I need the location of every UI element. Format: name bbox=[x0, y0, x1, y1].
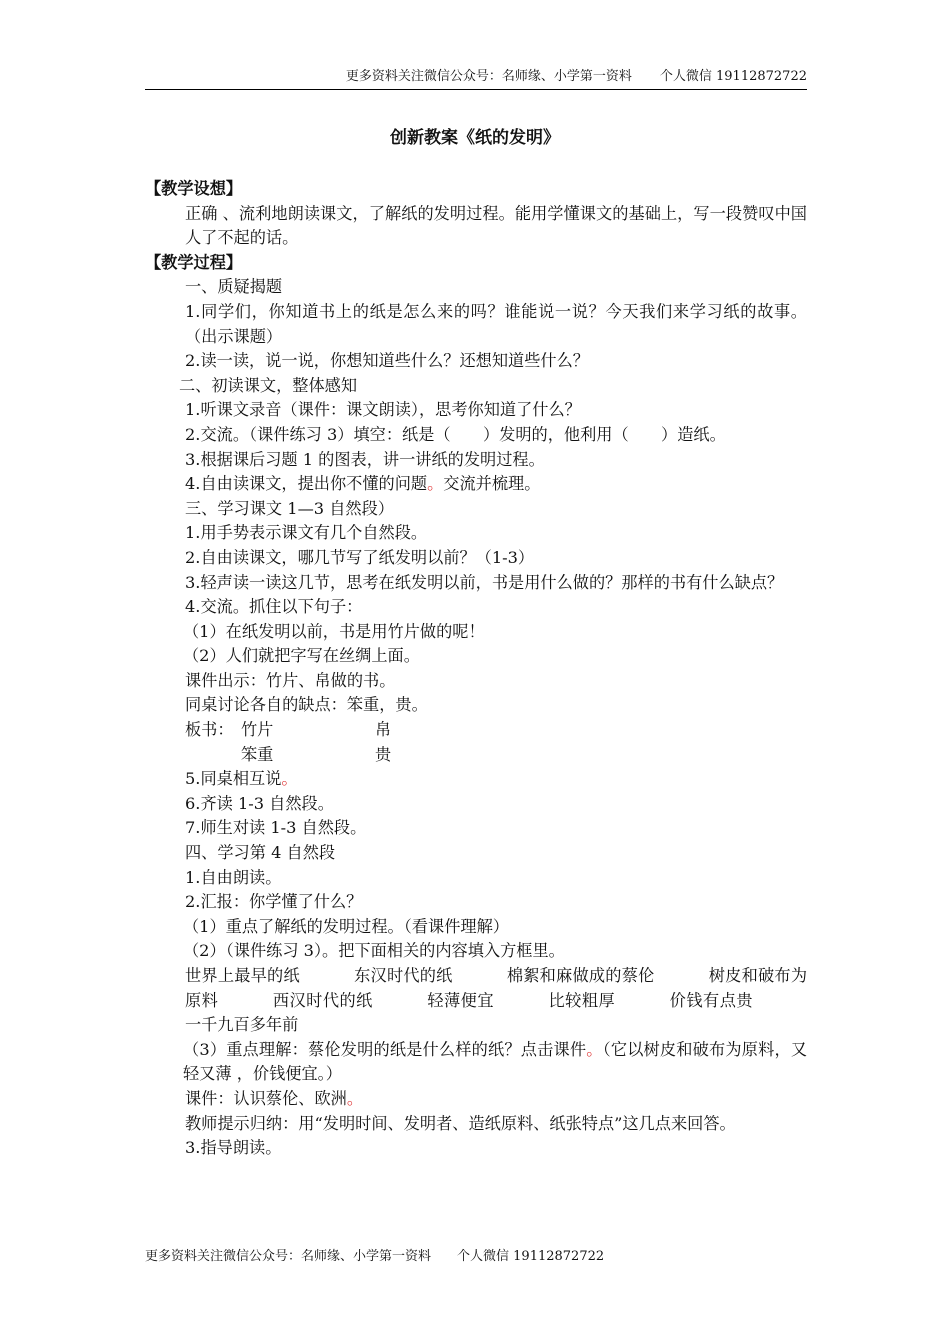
design-heading: 【教学设想】 bbox=[145, 179, 243, 198]
board-bamboo: 竹片 bbox=[241, 720, 274, 740]
section-3-courseware: 课件出示：竹片、帛做的书。 bbox=[185, 670, 396, 690]
board-row-1 bbox=[145, 718, 807, 743]
section-3-item-5 bbox=[145, 767, 807, 792]
section-2-item-4 bbox=[145, 472, 807, 497]
section-4-summary: 教师提示归纳：用“发明时间、发明者、造纸原料、纸张特点”这几点来回答。 bbox=[185, 1113, 736, 1133]
section-4-item-2: 2.汇报：你学懂了什么？ bbox=[185, 892, 363, 912]
page-footer bbox=[145, 1247, 604, 1267]
section-3-item-3: 3.轻声读一读这几节，思考在纸发明以前，书是用什么做的？那样的书有什么缺点？ bbox=[185, 572, 784, 592]
section-4-courseware bbox=[145, 1087, 807, 1112]
red-mark: 。 bbox=[427, 474, 444, 494]
section-1-heading: 一、质疑揭题 bbox=[185, 277, 283, 297]
word-item: 比较粗厚 bbox=[548, 990, 616, 1010]
board-silk: 帛 bbox=[375, 720, 392, 740]
section-2-item-1: 1.听课文录音（课件：课文朗读），思考你知道了什么？ bbox=[185, 400, 581, 420]
section-4-heading: 四、学习第 4 自然段 bbox=[185, 843, 336, 863]
section-4-point-3-text: （3）重点理解：蔡伦发明的纸是什么样的纸？点击课件 bbox=[183, 1039, 587, 1059]
red-mark: 。 bbox=[346, 1088, 364, 1108]
section-4-point-1: （1）重点了解纸的发明过程。（看课件理解） bbox=[183, 916, 509, 936]
section-4-point-2: （2）（课件练习 3）。把下面相关的内容填入方框里。 bbox=[183, 941, 565, 961]
section-2-item-4-text: 4.自由读课文，提出你不懂的问题 bbox=[185, 474, 428, 494]
board-heavy: 笨重 bbox=[241, 744, 274, 764]
word-item: 一千九百多年前 bbox=[185, 1015, 299, 1035]
section-3-heading: 三、学习课文 1—3 自然段） bbox=[185, 498, 394, 518]
section-4-point-3-answer: （它以树皮和破布为原料，又轻又薄 ，价钱便宜。） bbox=[183, 1039, 808, 1084]
footer-wechat: 个人微信 19112872722 bbox=[457, 1249, 605, 1264]
word-item: 东汉时代的纸 bbox=[353, 966, 453, 985]
section-4-point-3 bbox=[145, 1038, 807, 1087]
section-3-item-6: 6.齐读 1-3 自然段。 bbox=[185, 793, 334, 813]
section-3-item-5-text: 5.同桌相互说 bbox=[185, 769, 282, 789]
section-4-courseware-text: 课件：认识蔡伦、欧洲 bbox=[185, 1088, 347, 1108]
word-item: 世界上最早的纸 bbox=[185, 966, 300, 985]
section-3-sentence-1: （1）在纸发明以前，书是用竹片做的呢！ bbox=[183, 621, 485, 641]
document-title: 创新教案《纸的发明》 bbox=[390, 128, 560, 148]
section-2-item-3: 3.根据课后习题 1 的图表，讲一讲纸的发明过程。 bbox=[185, 449, 545, 469]
word-item: 轻薄便宜 bbox=[426, 990, 495, 1010]
section-2-heading: 二、初读课文，整体感知 bbox=[179, 375, 358, 395]
red-mark: 。 bbox=[281, 769, 298, 789]
section-3-item-7: 7.师生对读 1-3 自然段。 bbox=[185, 818, 367, 838]
board-row-2 bbox=[145, 743, 807, 768]
design-text: 正确 、流利地朗读课文，了解纸的发明过程。能用学懂课文的基础上，写一段赞叹中国人了不起的话。 bbox=[185, 203, 807, 248]
section-3-discussion: 同桌讨论各自的缺点：笨重，贵。 bbox=[185, 695, 428, 715]
header-wechat: 个人微信 19112872722 bbox=[659, 69, 807, 84]
section-3-item-1: 1.用手势表示课文有几个自然段。 bbox=[185, 523, 428, 543]
section-4-word-list bbox=[145, 964, 807, 1038]
section-2-item-4-tail: 交流并梳理。 bbox=[443, 474, 541, 494]
section-3-sentence-2: （2）人们就把字写在丝绸上面。 bbox=[183, 646, 420, 666]
section-3-item-2: 2.自由读课文，哪几节写了纸发明以前？（1-3） bbox=[185, 547, 535, 567]
section-1-item-1: 1.同学们，你知道书上的纸是怎么来的吗？谁能说一说？今天我们来学习纸的故事。（出示课题） bbox=[185, 301, 807, 346]
section-4-item-1: 1.自由朗读。 bbox=[185, 867, 282, 887]
section-1-item-2: 2.读一读，说一说，你想知道些什么？还想知道些什么？ bbox=[185, 351, 589, 371]
page-header bbox=[145, 67, 807, 90]
board-label: 板书： bbox=[185, 720, 234, 740]
section-4-item-3: 3.指导朗读。 bbox=[185, 1138, 282, 1158]
document-body bbox=[145, 177, 807, 1161]
word-item: 西汉时代的纸 bbox=[272, 990, 373, 1010]
section-3-item-4: 4.交流。抓住以下句子： bbox=[185, 597, 363, 617]
word-item: 树皮和破布为原料 bbox=[185, 966, 808, 1010]
board-expensive: 贵 bbox=[375, 744, 392, 764]
section-2-item-2: 2.交流。（课件练习 3）填空：纸是（ ）发明的，他利用（ ）造纸。 bbox=[185, 424, 726, 444]
process-heading: 【教学过程】 bbox=[145, 252, 243, 272]
header-source: 更多资料关注微信公众号：名师缘、小学第一资料 bbox=[345, 69, 632, 84]
red-mark: 。 bbox=[586, 1039, 603, 1059]
footer-source: 更多资料关注微信公众号：名师缘、小学第一资料 bbox=[145, 1249, 432, 1264]
word-item: 棉絮和麻做成的蔡伦 bbox=[506, 966, 655, 985]
word-item: 价钱有点贵 bbox=[669, 990, 754, 1010]
